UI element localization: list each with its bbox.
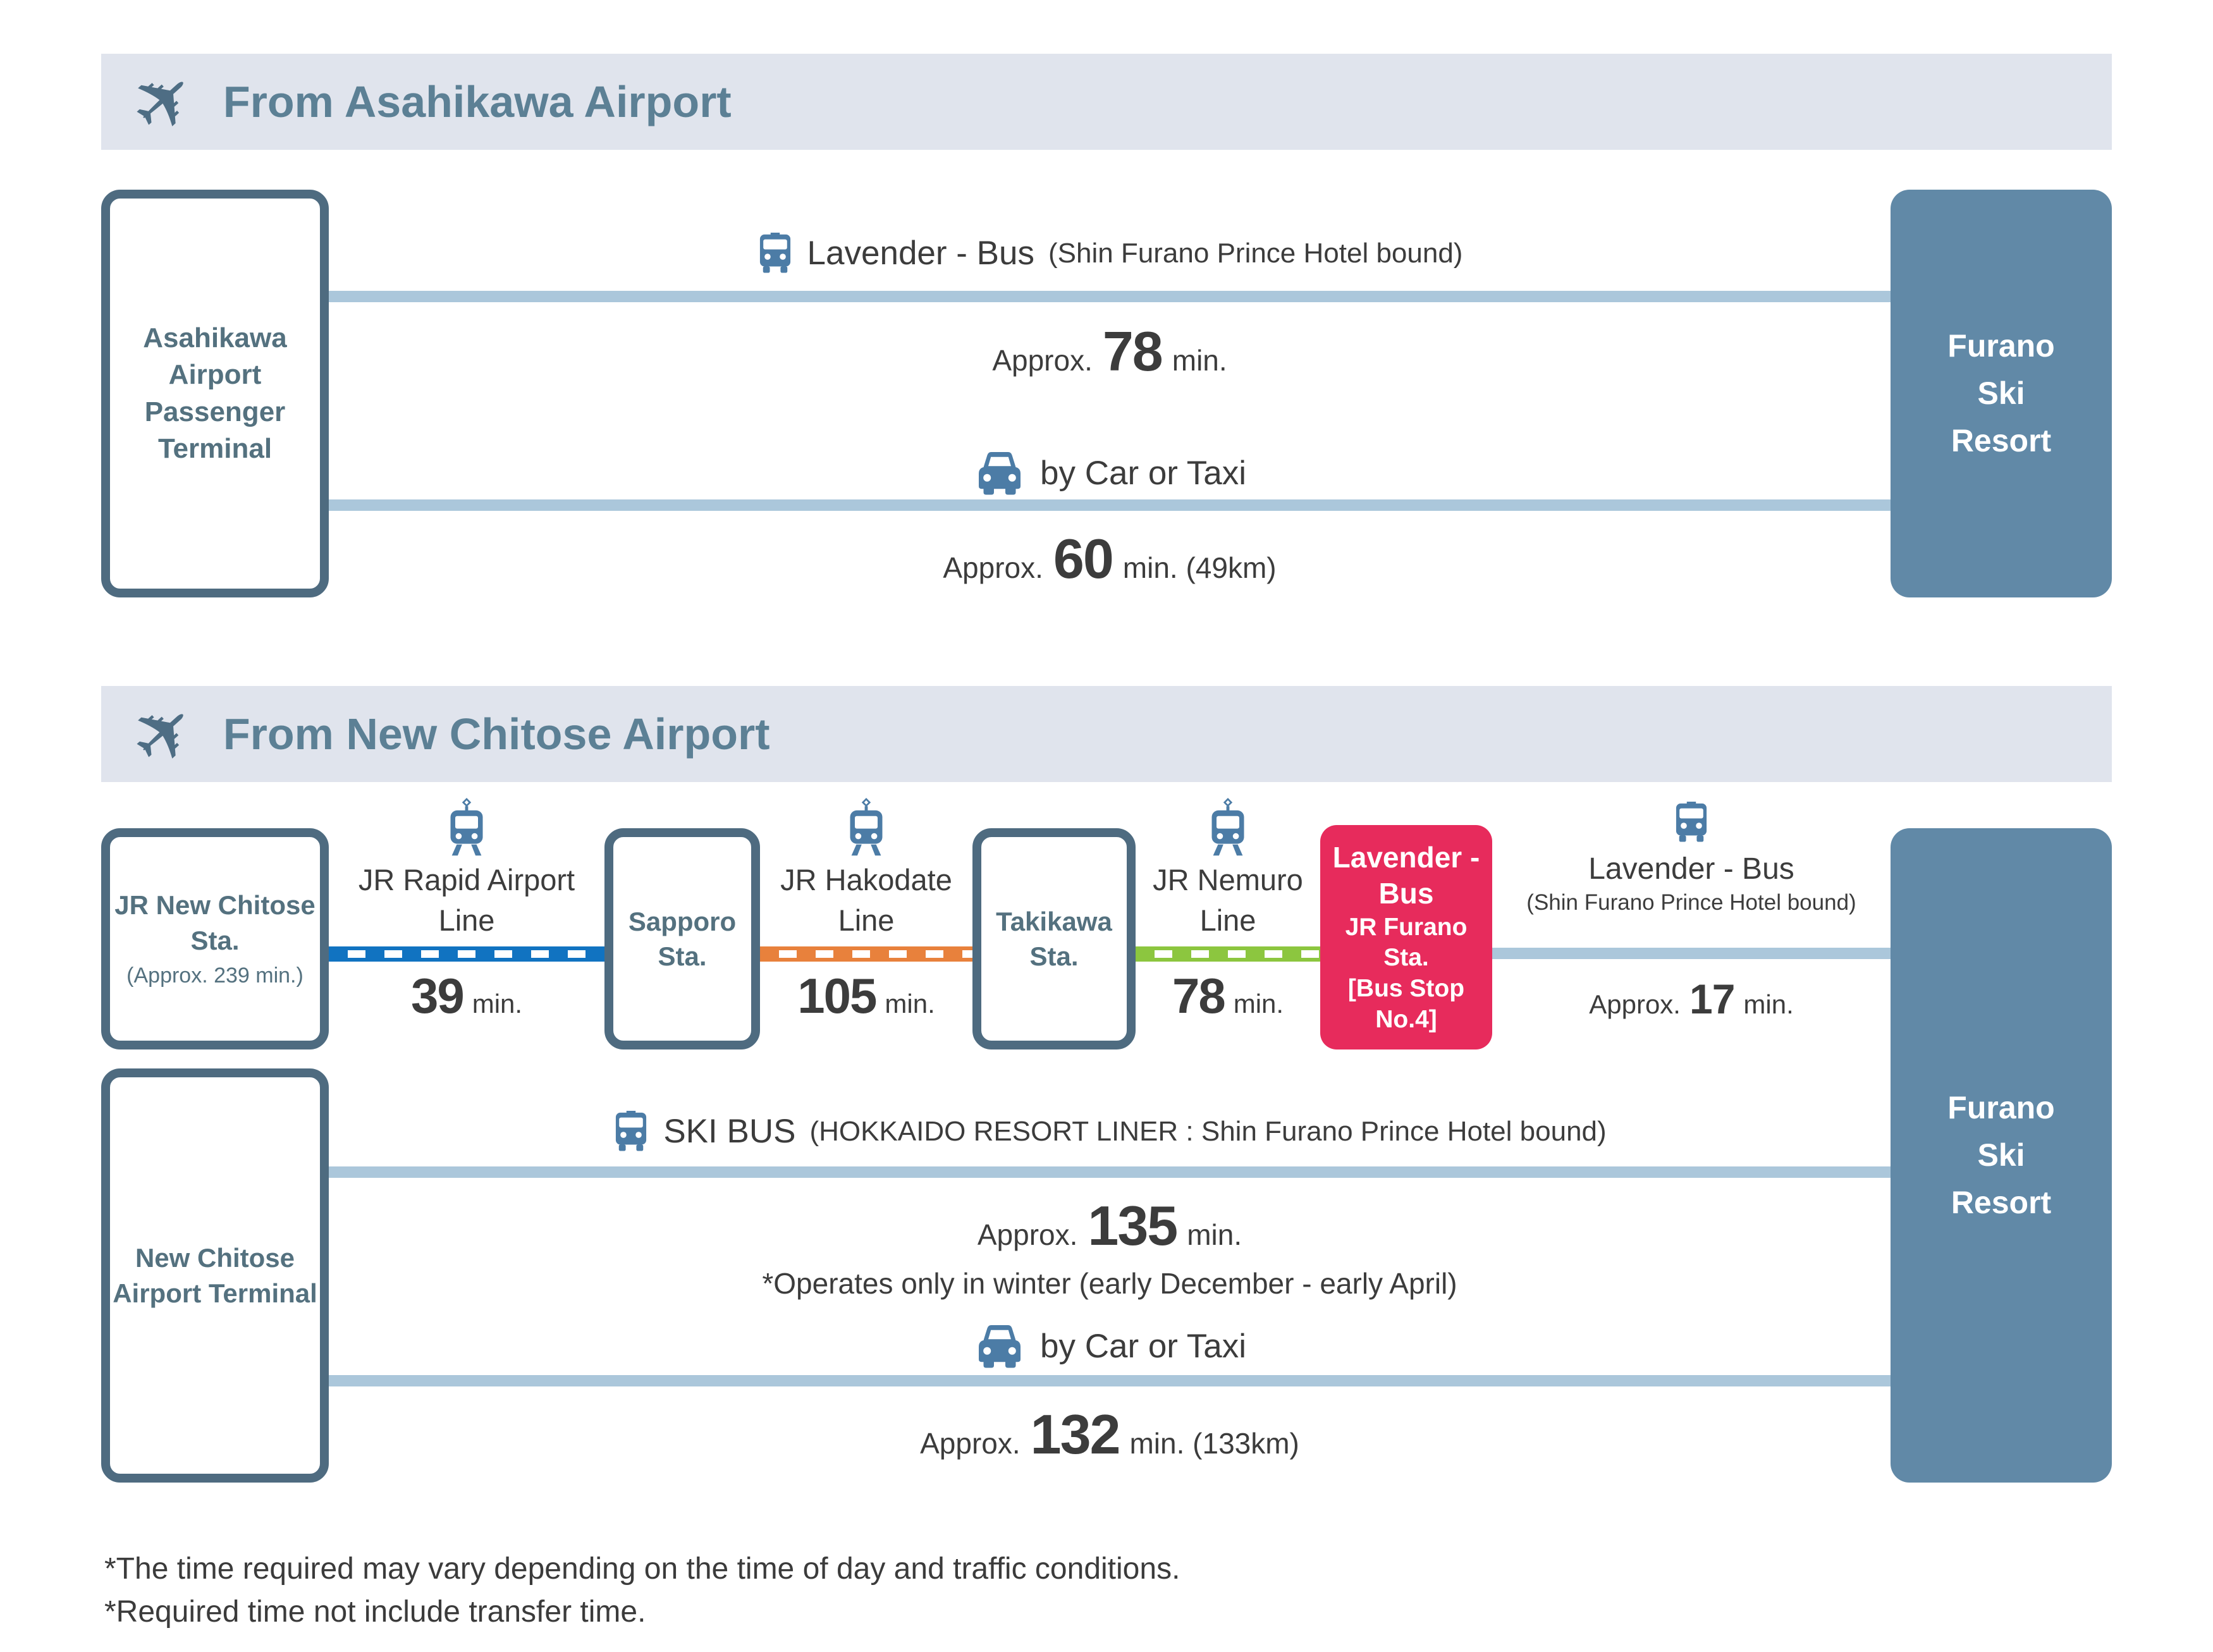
box-line: JR New Chitose	[114, 890, 316, 921]
ski-bus-label	[329, 1111, 1891, 1152]
jr-new-chitose-station-box	[101, 828, 329, 1049]
route-name: by Car or Taxi	[1040, 454, 1246, 492]
section-title-chitose: From New Chitose Airport	[223, 709, 770, 759]
time-suffix: min. (49km)	[1122, 551, 1277, 584]
box-line: [Bus Stop	[1347, 975, 1465, 1002]
segment-time	[329, 967, 604, 1025]
time-prefix: Approx.	[920, 1427, 1021, 1460]
segment-time	[1136, 967, 1320, 1025]
box-line: Lavender -	[1332, 840, 1480, 874]
box-line: JR Furano Sta.	[1345, 913, 1468, 972]
route-time	[329, 319, 1891, 384]
route-name: by Car or Taxi	[1040, 1327, 1246, 1365]
jr-rapid-airport-line-label	[316, 798, 617, 938]
time-minutes: 105	[797, 968, 876, 1024]
furano-ski-resort-box	[1891, 190, 2112, 597]
sapporo-station-box	[604, 828, 760, 1049]
box-line: Bus	[1378, 877, 1434, 910]
time-minutes: 39	[410, 968, 463, 1024]
lavender-bus-line	[1492, 948, 1891, 959]
route-name: Lavender - Bus	[1588, 852, 1794, 886]
time-minutes: 60	[1053, 527, 1113, 590]
box-line: Passenger	[144, 396, 286, 427]
route-name: Lavender - Bus	[807, 235, 1034, 272]
route-note: (Shin Furano Prince Hotel bound)	[1048, 237, 1463, 269]
time-minutes: 132	[1030, 1403, 1120, 1465]
route-line	[329, 499, 1891, 511]
jr-hakodate-line-track	[760, 946, 972, 962]
new-chitose-terminal-box	[101, 1068, 329, 1483]
car-taxi-label	[329, 450, 1891, 496]
section-title-asahikawa: From Asahikawa Airport	[223, 77, 732, 126]
box-line: No.4]	[1375, 1005, 1437, 1033]
route-name: SKI BUS	[663, 1113, 796, 1150]
rail-line-name: JR Hakodate	[780, 863, 952, 896]
rail-line-name: JR Rapid Airport	[358, 863, 575, 896]
time-suffix: min.	[472, 989, 523, 1019]
time-prefix: Approx.	[977, 1218, 1078, 1251]
lavender-bus-segment-label	[1492, 802, 1891, 915]
jr-nemuro-line-label	[1123, 798, 1333, 938]
time-prefix: Approx.	[1589, 989, 1681, 1019]
segment-time	[760, 967, 972, 1025]
route-time	[329, 1402, 1891, 1467]
jr-nemuro-line-track	[1136, 946, 1320, 962]
box-line: Ski	[1977, 1137, 2025, 1173]
car-icon	[973, 1323, 1026, 1369]
airplane-icon: ✈	[113, 682, 216, 786]
route-time	[329, 1194, 1891, 1258]
time-minutes: 78	[1102, 320, 1162, 382]
time-suffix: min.	[1743, 989, 1794, 1019]
box-line: Sta.	[1029, 941, 1079, 971]
rail-line-name: Line	[838, 903, 895, 938]
box-line: Resort	[1951, 1185, 2052, 1220]
furano-ski-resort-box	[1891, 828, 2112, 1483]
jr-rapid-airport-line-track	[329, 946, 604, 962]
box-line: New Chitose	[135, 1243, 295, 1273]
box-line: Furano	[1947, 1090, 2055, 1125]
jr-hakodate-line-label	[747, 798, 985, 938]
time-minutes: 17	[1689, 976, 1735, 1022]
segment-time	[1492, 975, 1891, 1023]
route-note: (HOKKAIDO RESORT LINER : Shin Furano Prince Hotel bound)	[809, 1115, 1607, 1147]
route-note: (Shin Furano Prince Hotel bound)	[1526, 890, 1856, 915]
rail-line-name: JR Nemuro	[1153, 863, 1303, 896]
route-line	[329, 1166, 1891, 1178]
train-icon	[1205, 798, 1251, 857]
box-line: Resort	[1951, 423, 2052, 458]
route-line	[329, 291, 1891, 302]
box-line: Furano	[1947, 328, 2055, 364]
route-line	[329, 1375, 1891, 1386]
time-minutes: 78	[1172, 968, 1225, 1024]
winter-note: *Operates only in winter (early December - early April)	[762, 1267, 1457, 1300]
rail-line-name: Line	[438, 903, 495, 938]
time-minutes: 135	[1088, 1194, 1177, 1257]
time-suffix: min.	[885, 989, 935, 1019]
rail-line-name: Line	[1199, 903, 1256, 938]
bus-icon	[757, 233, 794, 274]
box-note: (Approx. 239 min.)	[126, 964, 303, 988]
time-prefix: Approx.	[943, 551, 1043, 584]
footnote: *Required time not include transfer time.	[104, 1595, 646, 1629]
train-icon	[843, 798, 889, 857]
time-prefix: Approx.	[992, 344, 1093, 377]
car-taxi-label	[329, 1323, 1891, 1369]
route-time	[329, 527, 1891, 591]
box-line: Takikawa	[996, 906, 1112, 936]
section-header-asahikawa	[101, 49, 2112, 154]
time-suffix: min. (133km)	[1129, 1427, 1299, 1460]
takikawa-station-box	[972, 828, 1136, 1049]
time-suffix: min.	[1172, 344, 1227, 377]
lavender-bus-label	[329, 233, 1891, 274]
box-line: Sta.	[190, 925, 240, 955]
box-line: Sta.	[658, 941, 707, 971]
footnote: *The time required may vary depending on the time of day and traffic conditions.	[104, 1552, 1180, 1586]
box-line: Airport Terminal	[113, 1278, 317, 1308]
time-suffix: min.	[1233, 989, 1284, 1019]
box-line: Terminal	[157, 432, 273, 464]
bus-icon	[1673, 802, 1710, 843]
box-line: Asahikawa	[143, 322, 287, 354]
bus-icon	[613, 1111, 649, 1152]
car-icon	[973, 450, 1026, 496]
section-header-chitose	[101, 682, 2112, 786]
train-icon	[444, 798, 489, 857]
box-line: Airport	[168, 359, 262, 391]
lavender-bus-stop-box	[1320, 825, 1492, 1049]
time-suffix: min.	[1187, 1218, 1242, 1251]
box-line: Ski	[1977, 376, 2025, 411]
box-line: Sapporo	[628, 906, 737, 936]
asahikawa-terminal-box	[101, 190, 329, 597]
airplane-icon: ✈	[113, 49, 216, 154]
